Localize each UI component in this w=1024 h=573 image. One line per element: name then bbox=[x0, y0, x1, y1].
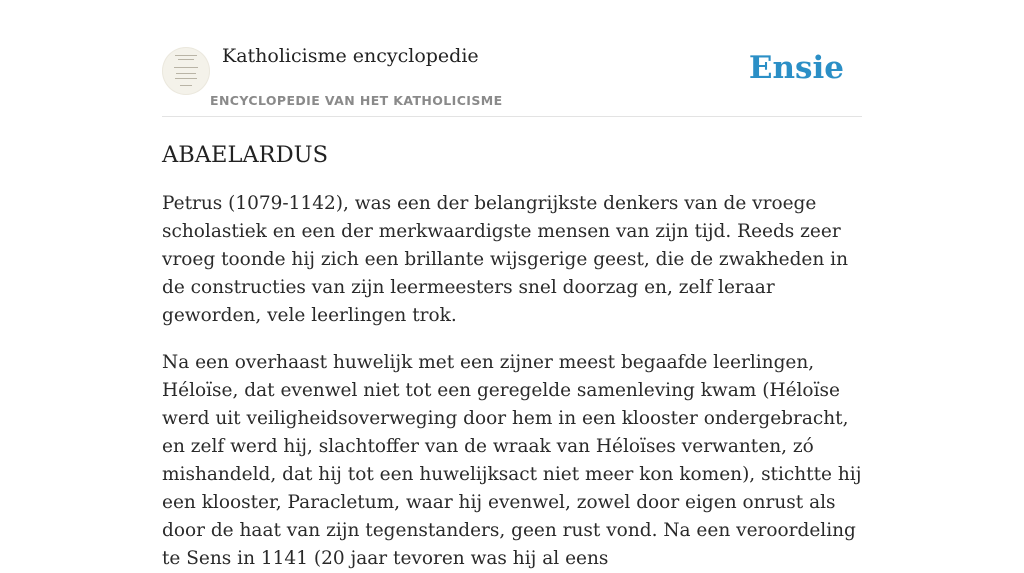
article-title: ABAELARDUS bbox=[162, 142, 329, 168]
ensie-brand-link[interactable]: Ensie bbox=[748, 50, 844, 86]
article bbox=[162, 138, 868, 573]
article-body bbox=[162, 190, 868, 573]
site-title[interactable]: Katholicisme encyclopedie bbox=[222, 45, 479, 67]
article-paragraph: Na een overhaast huwelijk met een zijner meest begaafde leerlingen, Héloïse, dat evenwel niet tot een geregelde samenleving kwam (Héloïse werd uit veiligheidsoverweging door hem in een klooster ondergebracht, en zelf werd hij, slachtoffer van de wraak van Héloïses verwanten, zó mishandeld, dat hij tot een huwelijksact niet meer kon komen), stichtte hij een klooster, Paracletum, waar hij evenwel, zowel door eigen onrust als door de haat van zijn tegenstanders, geen rust vond. Na een veroordeling te Sens in 1141 (20 jaar tevoren was hij al eens bbox=[162, 352, 862, 569]
article-paragraph: Petrus (1079-1142), was een der belangrijkste denkers van de vroege scholastiek en een der merkwaardigste mensen van zijn tijd. Reeds zeer vroeg toonde hij zich een brillante wijsgerige geest, die de zwakheden in de constructies van zijn leermeesters snel doorzag en, zelf leraar geworden, vele leerlingen trok. bbox=[162, 193, 848, 326]
encyclopedia-cover-logo[interactable] bbox=[162, 47, 210, 95]
site-subtitle: ENCYCLOPEDIE VAN HET KATHOLICISME bbox=[210, 93, 503, 108]
site-header bbox=[162, 0, 862, 117]
